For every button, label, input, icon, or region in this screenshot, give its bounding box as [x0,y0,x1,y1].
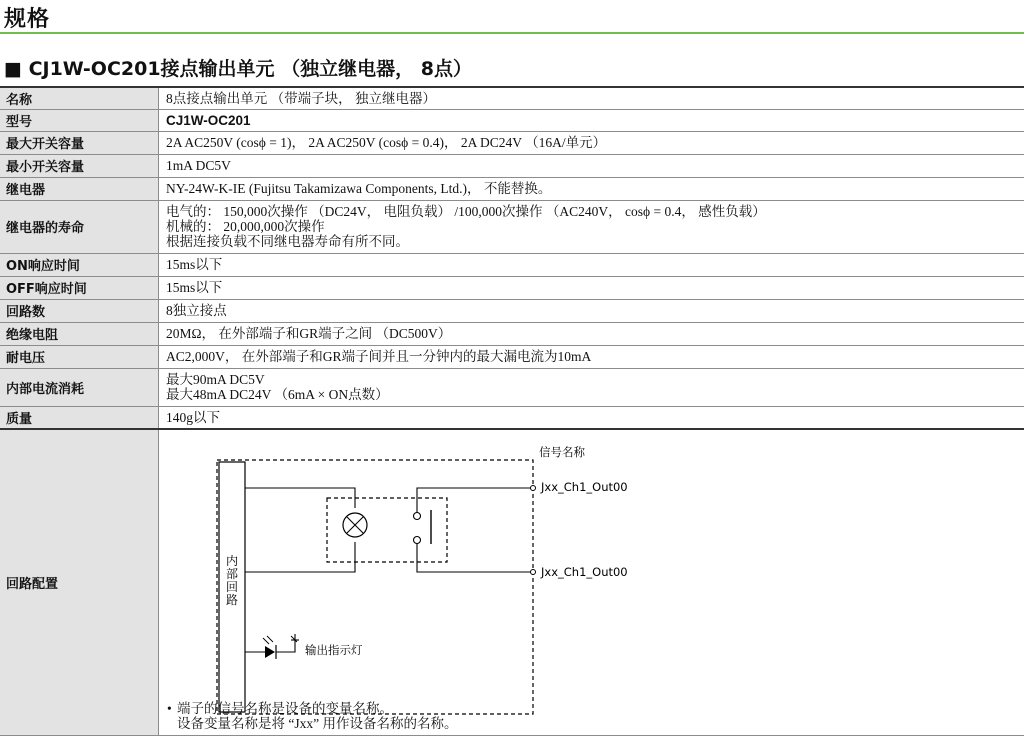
terminal-icon [531,486,536,491]
contact-terminal-icon [414,537,421,544]
coil-wire-top [245,488,355,508]
spec-label: ON响应时间 [0,253,159,276]
spec-value-line: 2A AC250V (cosϕ = 1)， 2A AC250V (cosϕ = 0.4)， 2A DC24V （16A/单元） [166,135,607,150]
spec-value-line: 20MΩ， 在外部端子和GR端子之间 （DC500V） [166,326,452,341]
spec-label: 质量 [0,406,159,429]
spec-value [159,368,1025,406]
spec-value [159,131,1025,154]
spec-value-line: AC2,000V， 在外部端子和GR端子间并且一分钟内的最大漏电流为10mA [166,349,592,364]
internal-circuit-char: 路 [225,593,239,607]
spec-row [0,322,1024,345]
spec-value [159,177,1025,200]
spec-table [0,86,1024,736]
spec-value-line: 15ms以下 [166,280,223,295]
spec-value [159,109,1025,131]
spec-value [159,299,1025,322]
spec-label: 型号 [0,109,159,131]
spec-table-body [0,87,1024,429]
spec-value-line: 机械的： 20,000,000次操作 [166,219,325,234]
note-line: • 端子的信号名称是设备的变量名称。 [167,701,393,716]
spec-value-line: 8点接点输出单元 （带端子块， 独立继电器） [166,90,436,106]
internal-circuit-char: 回 [225,580,239,594]
spec-label: OFF响应时间 [0,276,159,299]
spec-label: 继电器 [0,177,159,200]
terminal-label-2: Jxx_Ch1_Out00 [541,565,628,579]
spec-value-line: 最大90mA DC5V [166,372,265,387]
terminal-label-1: Jxx_Ch1_Out00 [541,480,628,494]
section-title: ■ CJ1W-OC201接点输出单元 （独立继电器， 8点） [4,58,472,80]
spec-row [0,200,1024,253]
coil-wire-bottom [245,542,355,572]
page-title: 规格 [4,7,51,32]
spec-label: 回路配置 [0,429,159,736]
spec-row [0,345,1024,368]
spec-value [159,406,1025,429]
spec-value [159,322,1025,345]
circuit-diagram [159,430,1028,735]
spec-value [159,87,1025,109]
spec-row [0,253,1024,276]
contact-wire-bottom [417,542,531,572]
spec-label: 耐电压 [0,345,159,368]
spec-value [159,253,1025,276]
spec-value-line: 140g以下 [166,409,220,425]
spec-value [159,345,1025,368]
spec-row [0,154,1024,177]
spec-value-line: 15ms以下 [166,257,223,272]
spec-value [159,154,1025,177]
indicator-label: 输出指示灯 [305,643,363,657]
circuit-diagram-cell [159,429,1025,736]
spec-label: 内部电流消耗 [0,368,159,406]
contact-terminal-icon [414,513,421,520]
spec-row [0,276,1024,299]
unit-boundary [217,460,533,714]
internal-circuit-char: 内 [225,554,239,568]
spec-value-line: 电气的： 150,000次操作 （DC24V， 电阻负载） /100,000次操作 （AC240V， cosϕ = 0.4， 感性负载） [166,204,766,219]
light-ray-icon [263,638,269,644]
title-rule [0,32,1024,34]
spec-row [0,87,1024,109]
spec-label: 名称 [0,87,159,109]
terminal-icon [531,570,536,575]
spec-label: 绝缘电阻 [0,322,159,345]
spec-row [0,131,1024,154]
spec-label: 最大开关容量 [0,131,159,154]
contact-wire-top [417,488,531,514]
spec-value-line: 最大48mA DC24V （6mA × ON点数） [166,387,389,402]
spec-row [0,368,1024,406]
spec-label: 回路数 [0,299,159,322]
spec-row [0,406,1024,429]
spec-value [159,276,1025,299]
spec-value-line: CJ1W-OC201 [166,112,251,128]
spec-value [159,200,1025,253]
spec-label: 最小开关容量 [0,154,159,177]
internal-circuit-char: 部 [225,567,239,581]
output-indicator-icon [265,646,275,658]
spec-value-line: 8独立接点 [166,303,227,318]
note-line: 设备变量名称是将 “Jxx” 用作设备名称的名称。 [177,716,458,731]
spec-row-circuit [0,429,1024,736]
spec-row [0,109,1024,131]
spec-value-line: 1mA DC5V [166,158,231,173]
spec-label: 继电器的寿命 [0,200,159,253]
spec-row [0,177,1024,200]
spec-value-line: 根据连接负载不同继电器寿命有所不同。 [166,234,409,249]
circuit-notes [167,701,458,731]
signal-name-header: 信号名称 [539,445,585,459]
spec-row [0,299,1024,322]
spec-value-line: NY-24W-K-IE (Fujitsu Takamizawa Components, Ltd.)， 不能替换。 [166,181,552,196]
